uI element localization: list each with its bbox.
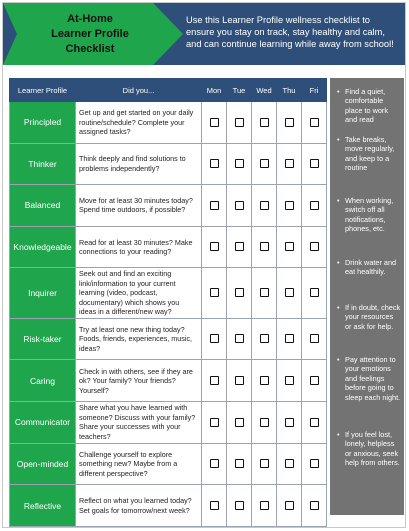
day-cell-tue — [227, 402, 252, 444]
checkbox-tue[interactable] — [235, 418, 244, 427]
checkbox-fri[interactable] — [310, 118, 319, 127]
trait-label: Risk-taker — [10, 318, 76, 360]
day-cell-mon — [202, 226, 227, 268]
day-cell-wed — [252, 143, 277, 185]
day-cell-tue — [227, 443, 252, 485]
table-row — [10, 360, 327, 402]
prompt-text: Reflect on what you learned today? Set goals for tomorrow/next week? — [76, 485, 202, 527]
checkbox-mon[interactable] — [210, 159, 219, 168]
bullet-icon: • — [337, 258, 340, 267]
tip-text: Pay attention to your emotions and feelings before going to sleep each night. — [345, 355, 401, 402]
table-row — [10, 402, 327, 444]
day-cell-wed — [252, 360, 277, 402]
checklist-title — [40, 12, 140, 57]
day-cell-tue — [227, 102, 252, 144]
checkbox-mon[interactable] — [210, 242, 219, 251]
day-cell-fri — [302, 360, 327, 402]
title-line-3: Checklist — [65, 43, 115, 55]
checkbox-mon[interactable] — [210, 201, 219, 210]
checklist-table — [9, 78, 327, 527]
table-row — [10, 143, 327, 185]
checkbox-thu[interactable] — [285, 201, 294, 210]
checkbox-fri[interactable] — [310, 501, 319, 510]
day-cell-thu — [277, 102, 302, 144]
trait-label: Inquirer — [10, 268, 76, 319]
tips-panel — [330, 78, 404, 515]
tip-item — [337, 87, 401, 125]
header-day-fri: Fri — [302, 79, 327, 102]
header-day-thu: Thu — [277, 79, 302, 102]
trait-label: Communicator — [10, 402, 76, 444]
day-cell-thu — [277, 402, 302, 444]
bullet-icon: • — [337, 303, 340, 312]
table-row — [10, 268, 327, 319]
day-cell-fri — [302, 268, 327, 319]
day-cell-fri — [302, 485, 327, 527]
day-cell-fri — [302, 226, 327, 268]
day-cell-tue — [227, 360, 252, 402]
table-row — [10, 102, 327, 144]
day-cell-fri — [302, 143, 327, 185]
checkbox-fri[interactable] — [310, 418, 319, 427]
checkbox-mon[interactable] — [210, 376, 219, 385]
checkbox-tue[interactable] — [235, 334, 244, 343]
tip-text: Take breaks, move regularly, and keep to a routine — [345, 135, 395, 173]
checkbox-wed[interactable] — [260, 376, 269, 385]
prompt-text: Seek out and find an exciting link/information to your current learning (video, podcast, documentary) which shows you ideas in a different/new way? — [76, 268, 202, 319]
header-day-mon: Mon — [202, 79, 227, 102]
checkbox-wed[interactable] — [260, 242, 269, 251]
trait-label: Reflective — [10, 485, 76, 527]
day-cell-mon — [202, 485, 227, 527]
tip-item — [337, 135, 401, 173]
checkbox-thu[interactable] — [285, 288, 294, 297]
day-cell-thu — [277, 185, 302, 227]
day-cell-thu — [277, 360, 302, 402]
checkbox-mon[interactable] — [210, 118, 219, 127]
day-cell-tue — [227, 318, 252, 360]
header-day-tue: Tue — [227, 79, 252, 102]
checkbox-wed[interactable] — [260, 501, 269, 510]
checkbox-tue[interactable] — [235, 501, 244, 510]
bullet-icon: • — [337, 196, 340, 205]
checkbox-fri[interactable] — [310, 376, 319, 385]
table-row — [10, 443, 327, 485]
tip-text: Find a quiet, comfortable place to work and read — [345, 87, 388, 125]
day-cell-wed — [252, 402, 277, 444]
checkbox-thu[interactable] — [285, 118, 294, 127]
tip-item — [337, 303, 401, 331]
prompt-text: Read for at least 30 minutes? Make connections to your reading? — [76, 226, 202, 268]
day-cell-tue — [227, 485, 252, 527]
day-cell-wed — [252, 443, 277, 485]
checkbox-mon[interactable] — [210, 288, 219, 297]
day-cell-fri — [302, 402, 327, 444]
checkbox-fri[interactable] — [310, 201, 319, 210]
day-cell-mon — [202, 443, 227, 485]
day-cell-tue — [227, 226, 252, 268]
table-header-row — [10, 79, 327, 102]
day-cell-fri — [302, 318, 327, 360]
title-line-1: At-Home — [67, 13, 113, 25]
tip-item — [337, 196, 401, 234]
checkbox-tue[interactable] — [235, 288, 244, 297]
checkbox-fri[interactable] — [310, 159, 319, 168]
day-cell-thu — [277, 318, 302, 360]
header-did-you: Did you... — [76, 79, 202, 102]
table-body — [10, 102, 327, 527]
day-cell-mon — [202, 360, 227, 402]
checkbox-tue[interactable] — [235, 118, 244, 127]
checkbox-tue[interactable] — [235, 459, 244, 468]
day-cell-fri — [302, 443, 327, 485]
checkbox-wed[interactable] — [260, 459, 269, 468]
checkbox-tue[interactable] — [235, 242, 244, 251]
bullet-icon: • — [337, 87, 340, 96]
day-cell-mon — [202, 402, 227, 444]
day-cell-tue — [227, 268, 252, 319]
day-cell-wed — [252, 318, 277, 360]
day-cell-tue — [227, 185, 252, 227]
checkbox-thu[interactable] — [285, 376, 294, 385]
checkbox-thu[interactable] — [285, 501, 294, 510]
tip-item — [337, 430, 401, 468]
checklist-table-container — [9, 78, 326, 515]
checkbox-wed[interactable] — [260, 118, 269, 127]
checkbox-mon[interactable] — [210, 501, 219, 510]
checkbox-wed[interactable] — [260, 418, 269, 427]
day-cell-mon — [202, 318, 227, 360]
intro-text: Use this Learner Profile wellness checklist to ensure you stay on track, stay healthy and calm, and can continue learning while away from school! — [186, 15, 394, 49]
checkbox-thu[interactable] — [285, 159, 294, 168]
day-cell-fri — [302, 102, 327, 144]
tip-item — [337, 355, 401, 402]
checkbox-thu[interactable] — [285, 334, 294, 343]
checkbox-mon[interactable] — [210, 334, 219, 343]
prompt-text: Think deeply and find solutions to problems independently? — [76, 143, 202, 185]
day-cell-wed — [252, 185, 277, 227]
prompt-text: Share what you have learned with someone? Discuss with your family? Share your successes with your teachers? — [76, 402, 202, 444]
title-line-2: Learner Profile — [51, 28, 129, 40]
prompt-text: Try at least one new thing today? Foods, friends, experiences, music, ideas? — [76, 318, 202, 360]
day-cell-thu — [277, 226, 302, 268]
tip-text: Drink water and eat healthily. — [345, 258, 397, 277]
trait-label: Balanced — [10, 185, 76, 227]
day-cell-thu — [277, 485, 302, 527]
table-row — [10, 318, 327, 360]
day-cell-wed — [252, 485, 277, 527]
checkbox-tue[interactable] — [235, 201, 244, 210]
checkbox-tue[interactable] — [235, 376, 244, 385]
day-cell-wed — [252, 268, 277, 319]
tip-text: When working, switch off all notifications, phones, etc. — [345, 196, 394, 234]
checkbox-wed[interactable] — [260, 201, 269, 210]
day-cell-mon — [202, 185, 227, 227]
checkbox-fri[interactable] — [310, 334, 319, 343]
checkbox-thu[interactable] — [285, 459, 294, 468]
day-cell-mon — [202, 268, 227, 319]
day-cell-tue — [227, 143, 252, 185]
prompt-text: Check in with others, see if they are ok? Your family? Your friends? Yourself? — [76, 360, 202, 402]
day-cell-mon — [202, 102, 227, 144]
checkbox-wed[interactable] — [260, 159, 269, 168]
table-row — [10, 485, 327, 527]
checkbox-thu[interactable] — [285, 418, 294, 427]
day-cell-thu — [277, 268, 302, 319]
tip-text: If you feel lost, lonely, helpless or anxious, seek help from others. — [345, 430, 400, 468]
checkbox-thu[interactable] — [285, 242, 294, 251]
day-cell-wed — [252, 102, 277, 144]
trait-label: Caring — [10, 360, 76, 402]
checkbox-fri[interactable] — [310, 242, 319, 251]
table-row — [10, 226, 327, 268]
day-cell-fri — [302, 185, 327, 227]
header-learner-profile: Learner Profile — [10, 79, 76, 102]
bullet-icon: • — [337, 355, 340, 364]
checkbox-tue[interactable] — [235, 159, 244, 168]
checkbox-fri[interactable] — [310, 459, 319, 468]
trait-label: Knowledgeable — [10, 226, 76, 268]
trait-label: Principled — [10, 102, 76, 144]
day-cell-mon — [202, 143, 227, 185]
day-cell-thu — [277, 443, 302, 485]
header-day-wed: Wed — [252, 79, 277, 102]
tip-text: If in doubt, check your resources or ask for help. — [345, 303, 401, 331]
checkbox-mon[interactable] — [210, 459, 219, 468]
day-cell-thu — [277, 143, 302, 185]
tip-item — [337, 258, 401, 277]
checkbox-wed[interactable] — [260, 288, 269, 297]
trait-label: Open-minded — [10, 443, 76, 485]
checkbox-fri[interactable] — [310, 288, 319, 297]
checkbox-wed[interactable] — [260, 334, 269, 343]
bullet-icon: • — [337, 430, 340, 439]
prompt-text: Move for at least 30 minutes today? Spend time outdoors, if possible? — [76, 185, 202, 227]
bullet-icon: • — [337, 135, 340, 144]
day-cell-wed — [252, 226, 277, 268]
table-row — [10, 185, 327, 227]
prompt-text: Challenge yourself to explore something new? Maybe from a different perspective? — [76, 443, 202, 485]
checkbox-mon[interactable] — [210, 418, 219, 427]
prompt-text: Get up and get started on your daily routine/schedule? Complete your assigned tasks? — [76, 102, 202, 144]
trait-label: Thinker — [10, 143, 76, 185]
